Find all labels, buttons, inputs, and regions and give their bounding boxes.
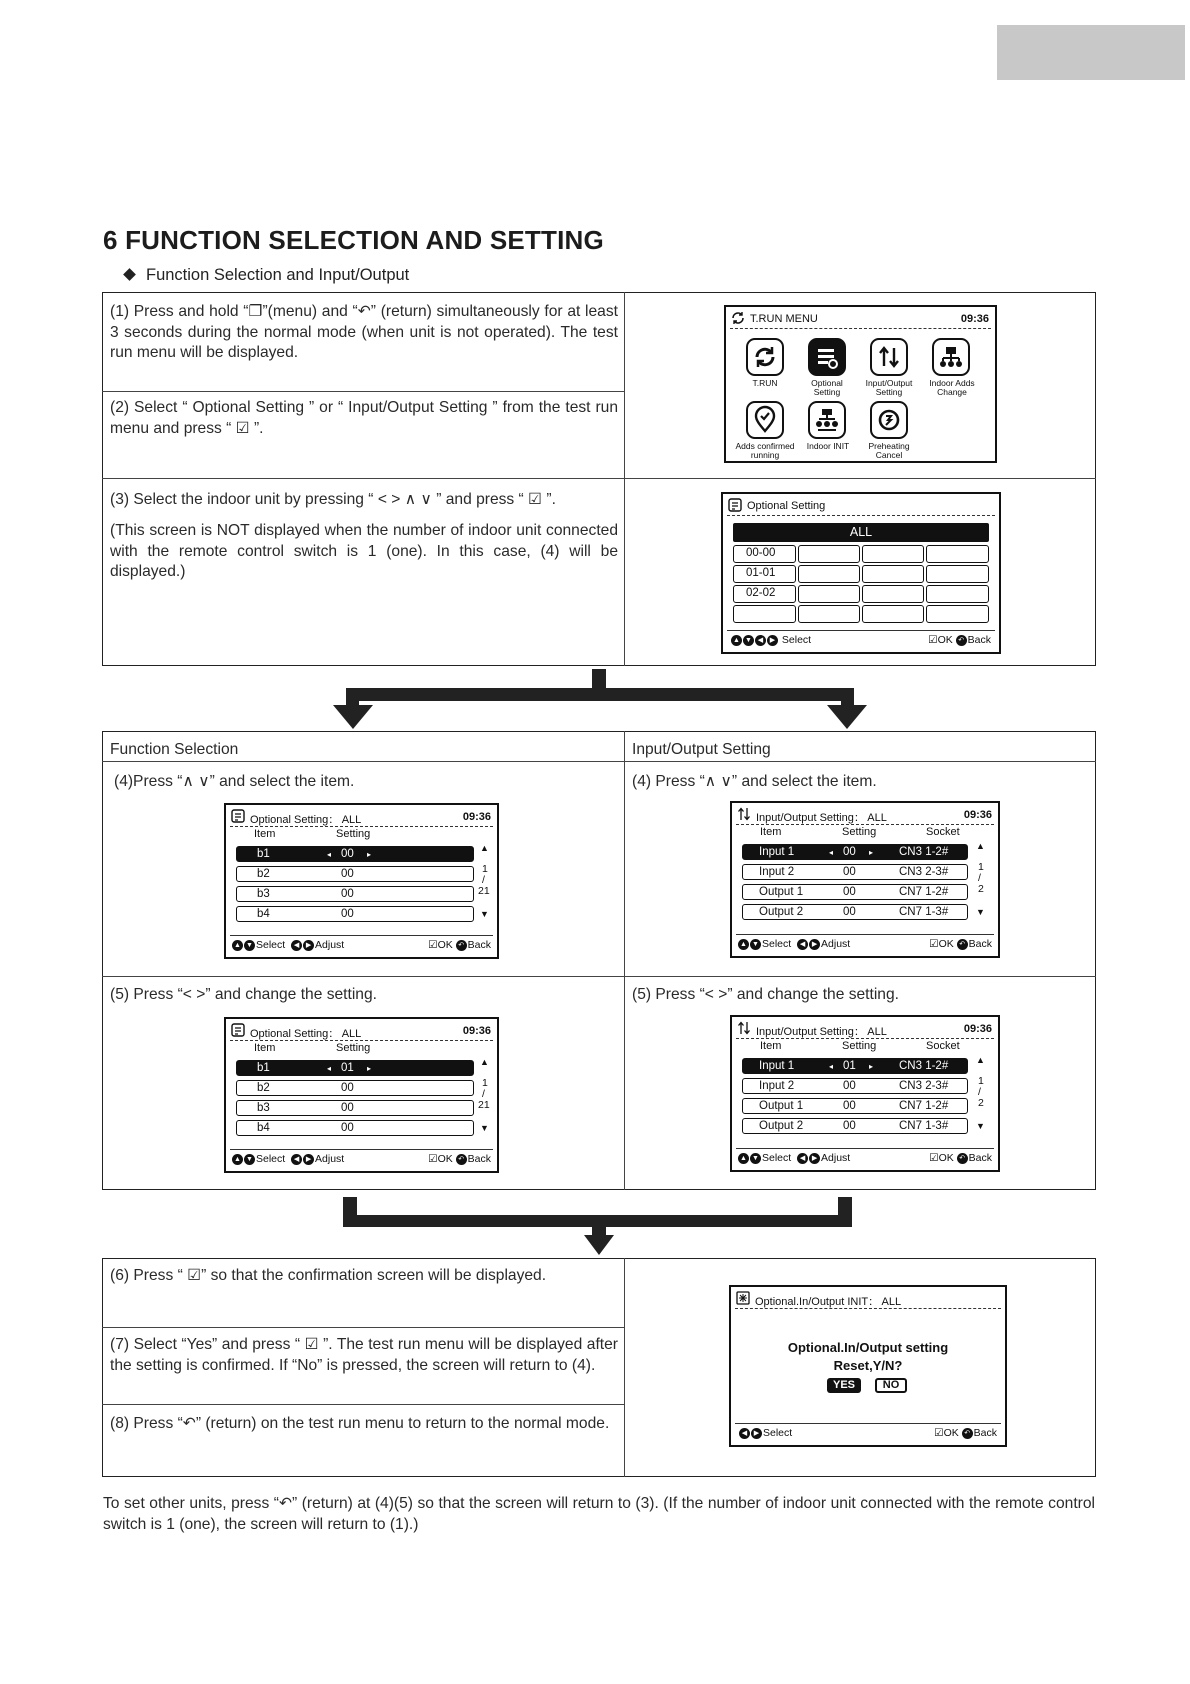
right-icon: ▶ — [303, 940, 314, 951]
screen-header — [230, 1022, 493, 1041]
screen-title: Input/Output Setting： ALL — [756, 812, 887, 824]
select-hint: Select — [763, 1427, 793, 1439]
io-row[interactable]: Input 2 00 CN3 2-3# — [742, 864, 968, 880]
page-separator: / — [482, 1088, 485, 1100]
down-icon: ▼ — [244, 940, 255, 951]
back-hint: Back — [973, 1427, 997, 1439]
unit-cell[interactable]: 00-00 — [733, 545, 796, 563]
page-separator: / — [978, 1086, 981, 1098]
setting-row[interactable]: b2 00 — [236, 1080, 474, 1096]
down-icon: ▼ — [743, 635, 754, 646]
table-divider — [624, 1258, 625, 1477]
right-icon: ▶ — [809, 939, 820, 950]
trun-label: T.RUN — [752, 378, 778, 388]
unit-cell[interactable] — [926, 585, 989, 603]
right-icon: ▶ — [809, 1153, 820, 1164]
page-total: 2 — [978, 883, 984, 895]
ok-hint: OK — [938, 938, 954, 950]
ok-hint: OK — [938, 1152, 954, 1164]
all-units-cell[interactable]: ALL — [733, 523, 989, 542]
setting-row[interactable]: b4 00 — [236, 906, 474, 922]
screen-header — [736, 806, 994, 825]
ok-icon: ☑ — [928, 634, 938, 646]
right-icon: ▶ — [767, 635, 778, 646]
page-total: 21 — [478, 1099, 490, 1111]
flow-connector — [841, 688, 854, 706]
step-4-io-text: (4) Press “∧ ∨” and select the item. — [632, 773, 877, 790]
item-column-header: Item — [254, 828, 276, 840]
screen-title: Input/Output Setting： ALL — [756, 1026, 887, 1038]
page-total: 21 — [478, 885, 490, 897]
confirmation-screen — [729, 1285, 1007, 1447]
setting-row[interactable]: b4 00 — [236, 1120, 474, 1136]
item-column-header: Item — [254, 1042, 276, 1054]
ok-hint: OK — [937, 634, 953, 646]
screen-header — [730, 310, 991, 329]
io-row[interactable]: Output 2 00 CN7 1-3# — [742, 1118, 968, 1134]
select-hint: Select — [256, 1153, 286, 1165]
select-hint: Select — [762, 938, 792, 950]
socket-column-header: Socket — [926, 1040, 960, 1052]
back-icon: ↶ — [957, 1153, 968, 1164]
page-tab-marker — [997, 25, 1185, 80]
flow-connector — [346, 688, 359, 706]
step-4-func-text: (4)Press “∧ ∨” and select the item. — [114, 773, 355, 790]
page-current: 1 — [482, 1077, 488, 1089]
down-icon: ▼ — [750, 1153, 761, 1164]
setting-row[interactable]: b3 00 — [236, 886, 474, 902]
up-icon: ▲ — [738, 939, 749, 950]
setting-row[interactable]: b3 00 — [236, 1100, 474, 1116]
up-icon: ▲ — [232, 1154, 243, 1165]
back-icon: ↶ — [956, 635, 967, 646]
refresh-icon — [731, 311, 745, 325]
preheating-cancel-label: Preheating Cancel — [868, 441, 910, 460]
flow-connector — [592, 669, 606, 689]
down-arrow-icon — [584, 1235, 614, 1255]
table-divider — [624, 292, 625, 666]
up-icon: ▲ — [738, 1153, 749, 1164]
optional-setting-icon — [231, 1023, 245, 1037]
screen-time: 09:36 — [963, 809, 992, 821]
optional-setting-icon — [728, 498, 742, 512]
down-arrow-icon — [827, 705, 867, 729]
unit-cell[interactable] — [862, 565, 924, 583]
item-column-header: Item — [760, 826, 782, 838]
unit-select-screen — [721, 492, 1001, 654]
optional-setting-icon[interactable] — [808, 338, 846, 376]
input-output-setting-label: Input/Output Setting — [865, 378, 913, 397]
table-divider — [624, 731, 625, 1190]
unit-cell[interactable] — [926, 545, 989, 563]
screen-header — [735, 1290, 1001, 1309]
adjust-hint: Adjust — [315, 939, 345, 951]
subtitle — [125, 266, 409, 285]
down-arrow-icon — [333, 705, 373, 729]
select-hint: Select — [256, 939, 286, 951]
io-row[interactable]: Input 1 ◂ 01 ▸ CN3 1-2# — [742, 1058, 968, 1074]
up-icon: ▲ — [731, 635, 742, 646]
step-3-note: (This screen is NOT displayed when the number of indoor unit connected with the remote control switch is 1 (one). In this case, (4) will be displayed.) — [110, 522, 618, 580]
scroll-up-icon[interactable]: ▲ — [480, 843, 489, 853]
scroll-up-icon[interactable]: ▲ — [976, 1055, 985, 1065]
screen-title: Optional.In/Output INIT： ALL — [755, 1296, 902, 1308]
io-row[interactable]: Output 1 00 CN7 1-2# — [742, 884, 968, 900]
table-divider — [102, 391, 624, 392]
table-divider — [102, 761, 1096, 762]
io-row[interactable]: Output 2 00 CN7 1-3# — [742, 904, 968, 920]
init-icon — [736, 1291, 750, 1305]
page-current: 1 — [978, 861, 984, 873]
screen-header — [230, 808, 493, 827]
back-hint: Back — [968, 1152, 992, 1164]
table-divider — [102, 976, 1096, 977]
unit-cell[interactable] — [798, 545, 860, 563]
screen-title: T.RUN MENU — [750, 313, 818, 325]
input-output-setting-icon[interactable] — [870, 338, 908, 376]
indoor-init-icon[interactable] — [808, 401, 846, 439]
step-1-text: (1) Press and hold “❐”(menu) and “↶” (return) simultaneously for at least 3 seconds during the normal mode (when unit is not operated). The test run menu will be displayed. — [110, 303, 618, 361]
back-hint: Back — [967, 634, 991, 646]
screen-time: 09:36 — [462, 1025, 491, 1037]
screen-footer — [735, 1423, 1001, 1442]
section-title: 6 FUNCTION SELECTION AND SETTING — [103, 225, 604, 255]
back-hint: Back — [968, 938, 992, 950]
setting-column-header: Setting — [842, 1040, 877, 1052]
scroll-up-icon[interactable]: ▲ — [976, 841, 985, 851]
unit-cell[interactable] — [798, 585, 860, 603]
diamond-bullet-icon — [123, 268, 136, 281]
unit-cell[interactable] — [926, 565, 989, 583]
function-setting-screen-4 — [224, 803, 499, 959]
ok-hint: OK — [437, 939, 453, 951]
unit-cell[interactable]: 02-02 — [733, 585, 796, 603]
scroll-down-icon[interactable]: ▼ — [976, 1121, 985, 1131]
io-row[interactable]: Input 1 ◂ 00 ▸ CN3 1-2# — [742, 844, 968, 860]
ok-icon: ☑ — [929, 1152, 939, 1164]
step-8-text: (8) Press “↶” (return) on the test run menu to return to the normal mode. — [110, 1415, 610, 1432]
screen-footer — [230, 1149, 493, 1168]
left-icon: ◀ — [797, 939, 808, 950]
select-hint: Select — [762, 1152, 792, 1164]
right-icon: ▶ — [303, 1154, 314, 1165]
socket-column-header: Socket — [926, 826, 960, 838]
screen-footer — [727, 630, 995, 649]
screen-footer — [736, 934, 994, 953]
ok-icon: ☑ — [428, 1153, 438, 1165]
confirm-message-line1: Optional.In/Output setting — [787, 1340, 949, 1355]
step-3-text: (3) Select the indoor unit by pressing “ < > ∧ ∨ ” and press “ ☑ ”. — [110, 491, 556, 508]
back-hint: Back — [467, 1153, 491, 1165]
back-icon: ↶ — [962, 1428, 973, 1439]
scroll-down-icon[interactable]: ▼ — [480, 909, 489, 919]
adjust-hint: Adjust — [315, 1153, 345, 1165]
select-hint: Select — [781, 634, 812, 646]
back-icon: ↶ — [957, 939, 968, 950]
unit-cell[interactable]: 01-01 — [733, 565, 796, 583]
function-selection-header: Function Selection — [110, 741, 239, 758]
preheating-cancel-icon[interactable] — [870, 401, 908, 439]
io-row[interactable]: Input 2 00 CN3 2-3# — [742, 1078, 968, 1094]
subtitle-text: Function Selection and Input/Output — [146, 266, 410, 284]
setting-column-header: Setting — [336, 828, 371, 840]
setting-column-header: Setting — [336, 1042, 371, 1054]
function-setting-screen-5 — [224, 1017, 499, 1173]
table-divider — [102, 478, 1096, 479]
io-row[interactable]: Output 1 00 CN7 1-2# — [742, 1098, 968, 1114]
unit-cell[interactable] — [862, 605, 924, 623]
screen-time: 09:36 — [462, 811, 491, 823]
adjust-hint: Adjust — [821, 938, 851, 950]
adds-confirmed-running-icon[interactable] — [746, 401, 784, 439]
screen-header — [727, 497, 995, 516]
adds-confirmed-running-label: Adds confirmed running — [735, 441, 795, 460]
screen-header — [736, 1020, 994, 1039]
left-icon: ◀ — [739, 1428, 750, 1439]
io-setting-screen-5 — [730, 1015, 1000, 1172]
setting-row[interactable]: b1 ◂ 01 ▸ — [236, 1060, 474, 1076]
scroll-down-icon[interactable]: ▼ — [976, 907, 985, 917]
indoor-adds-change-icon[interactable] — [932, 338, 970, 376]
unit-cell[interactable] — [798, 565, 860, 583]
left-icon: ◀ — [797, 1153, 808, 1164]
optional-setting-icon — [231, 809, 245, 823]
scroll-down-icon[interactable]: ▼ — [480, 1123, 489, 1133]
adjust-hint: Adjust — [821, 1152, 851, 1164]
scroll-up-icon[interactable]: ▲ — [480, 1057, 489, 1067]
trun-menu-screen — [724, 305, 997, 463]
step-2-text: (2) Select “ Optional Setting ” or “ Input/Output Setting ” from the test run menu and press “ ☑ ”. — [110, 399, 618, 437]
step-5-func-text: (5) Press “< >” and change the setting. — [110, 986, 377, 1003]
io-setting-screen-4 — [730, 801, 1000, 958]
page-separator: / — [978, 872, 981, 884]
optional-setting-label: Optional Setting — [811, 378, 843, 397]
back-icon: ↶ — [456, 940, 467, 951]
input-output-icon — [737, 1021, 751, 1035]
page-total: 2 — [978, 1097, 984, 1109]
indoor-adds-change-label: Indoor Adds Change — [929, 378, 975, 397]
up-icon: ▲ — [232, 940, 243, 951]
screen-footer — [736, 1148, 994, 1167]
setting-row[interactable]: b2 00 — [236, 866, 474, 882]
ok-icon: ☑ — [929, 938, 939, 950]
input-output-icon — [737, 807, 751, 821]
ok-icon: ☑ — [934, 1427, 944, 1439]
yes-button[interactable]: YES — [827, 1378, 861, 1393]
item-column-header: Item — [760, 1040, 782, 1052]
screen-time: 09:36 — [960, 313, 989, 325]
down-icon: ▼ — [244, 1154, 255, 1165]
ok-icon: ☑ — [428, 939, 438, 951]
left-icon: ◀ — [291, 940, 302, 951]
back-icon: ↶ — [456, 1154, 467, 1165]
screen-title: Optional Setting — [747, 500, 826, 512]
no-button[interactable]: NO — [875, 1378, 907, 1393]
page-separator: / — [482, 874, 485, 886]
unit-cell[interactable] — [733, 605, 796, 623]
ok-hint: OK — [943, 1427, 959, 1439]
left-icon: ◀ — [291, 1154, 302, 1165]
unit-cell[interactable] — [862, 545, 924, 563]
step-5-io-text: (5) Press “< >” and change the setting. — [632, 986, 899, 1003]
table-divider — [102, 1327, 624, 1328]
screen-time: 09:36 — [963, 1023, 992, 1035]
step-7-text: (7) Select “Yes” and press “ ☑ ”. The test run menu will be displayed after the setting is confirmed. If “No” is pressed, the screen will return to (4). — [110, 1336, 618, 1374]
right-icon: ▶ — [751, 1428, 762, 1439]
page-current: 1 — [482, 863, 488, 875]
screen-title: Optional Setting： ALL — [250, 1028, 362, 1040]
down-icon: ▼ — [750, 939, 761, 950]
flow-connector — [346, 688, 854, 701]
screen-footer — [230, 935, 493, 954]
setting-column-header: Setting — [842, 826, 877, 838]
step-6-text: (6) Press “ ☑” so that the confirmation screen will be displayed. — [110, 1267, 547, 1284]
confirm-message-line2: Reset,Y/N? — [833, 1358, 903, 1373]
ok-hint: OK — [437, 1153, 453, 1165]
trun-icon[interactable] — [746, 338, 784, 376]
unit-cell[interactable] — [862, 585, 924, 603]
unit-cell[interactable] — [798, 605, 860, 623]
io-setting-header: Input/Output Setting — [632, 741, 771, 758]
screen-title: Optional Setting： ALL — [250, 814, 362, 826]
unit-cell[interactable] — [926, 605, 989, 623]
back-hint: Back — [467, 939, 491, 951]
left-icon: ◀ — [755, 635, 766, 646]
setting-row[interactable]: b1 ◂ 00 ▸ — [236, 846, 474, 862]
page-current: 1 — [978, 1075, 984, 1087]
table-divider — [102, 1404, 624, 1405]
indoor-init-label: Indoor INIT — [806, 441, 850, 451]
footer-note: To set other units, press “↶” (return) at (4)(5) so that the screen will return to (3). (If the number of indoor unit connected with the remote control switch is 1 (one), the screen will return to (1).) — [103, 1495, 1095, 1533]
